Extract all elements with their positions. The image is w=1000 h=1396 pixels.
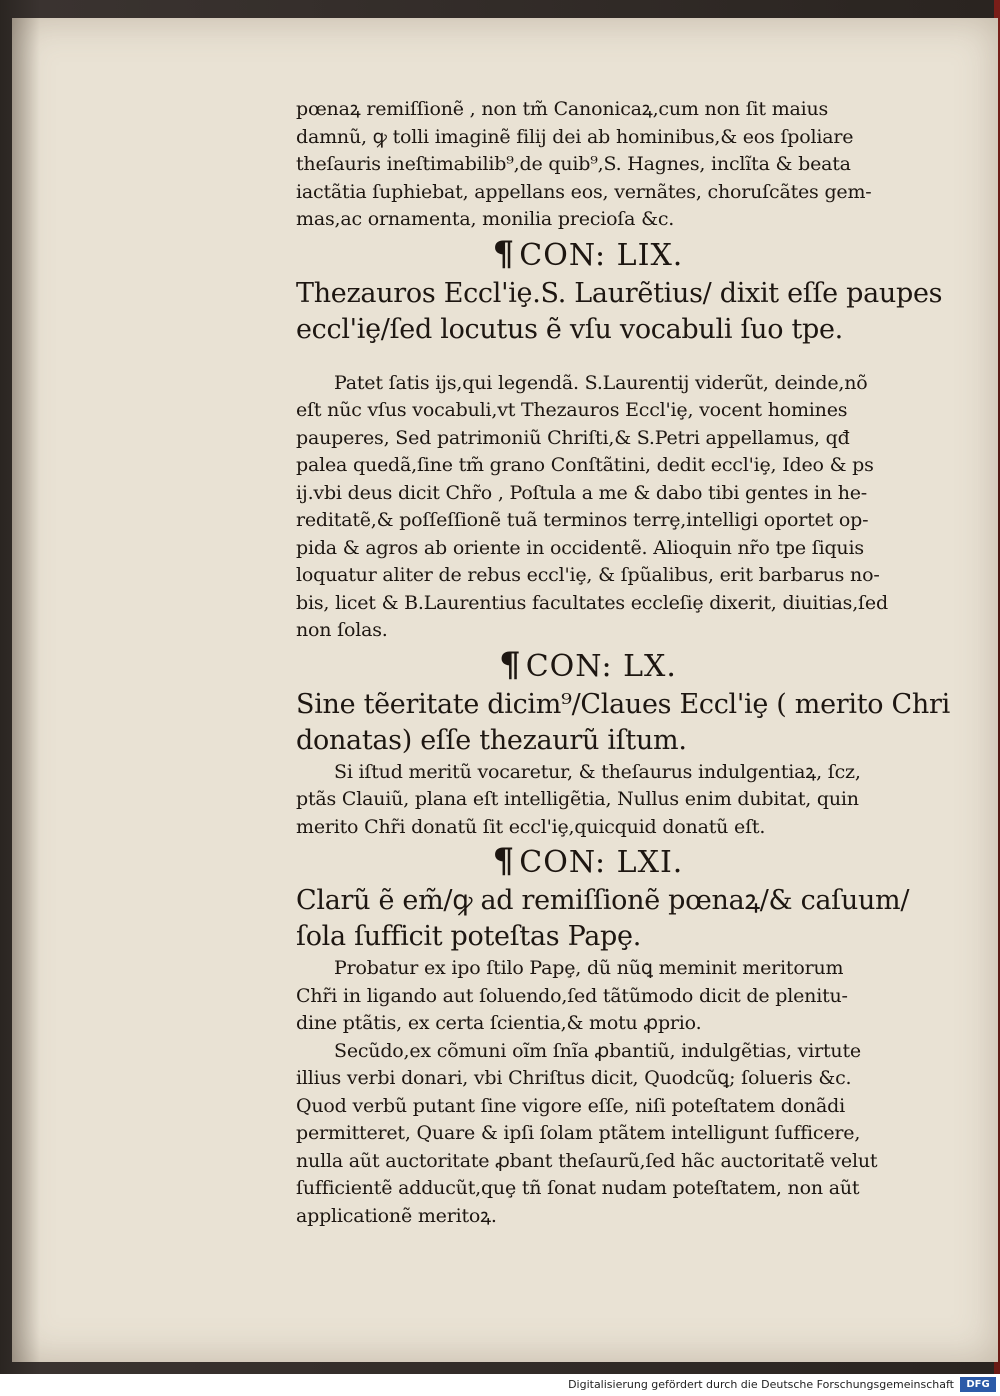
heading-text: CON: LXI. (519, 845, 684, 880)
text-line: illius verbi donari, vbi Chriſtus dicit, Quodcũꝗ; ſolueris &c. (296, 1067, 852, 1089)
text-line: loquatur aliter de rebus eccl'iȩ, & ſpũalibus, erit barbarus no- (296, 564, 880, 586)
text-line: palea quedã,ſine tm̃ grano Conſtãtini, dedit eccl'iȩ, Ideo & ps (296, 454, 874, 476)
text-line: ſufficientẽ adducũt,quȩ tñ ſonat nudam poteſtatem, non aũt (296, 1177, 860, 1199)
conclusion-heading (296, 645, 920, 687)
page-text (296, 96, 950, 1230)
text-line: Probatur ex ipo ſtilo Papȩ, dũ nũꝗ meminit meritorum (334, 957, 844, 979)
text-line: permitteret, Quare & ipſi ſolam ptãtem intelligunt ſufficere, (296, 1122, 861, 1144)
text-line: pœnaꝝ remiſſionẽ , non tm̃ Canonicaꝝ,cum non ſit maius (296, 98, 829, 120)
text-line: nulla aũt auctoritate ꝓbant theſaurũ,ſed hãc auctoritatẽ velut (296, 1149, 878, 1172)
paragraph-mark-icon: ¶ (492, 233, 516, 274)
text-line: Si iſtud meritũ vocaretur, & theſaurus indulgentiaꝝ, ſcz, (334, 760, 861, 783)
thesis-line: Thezauros Eccl'iȩ.S. Laurẽtius/ dixit eſſe paupes (296, 277, 943, 309)
heading-text: CON: LIX. (519, 237, 684, 273)
text-line: Patet ſatis ijs,qui legendã. S.Laurentij viderũt, deinde,nõ (334, 371, 868, 394)
heading-text: CON: LX. (525, 648, 677, 684)
paragraph-mark-icon: ¶ (499, 644, 522, 685)
text-line: non ſolas. (296, 619, 388, 641)
text-line: pauperes, Sed patrimoniũ Chriſti,& S.Petri appellamus, qđ (296, 426, 850, 449)
text-line: bis, licet & B.Laurentius facultates eccleſiȩ dixerit, diuitias,ſed (296, 591, 888, 614)
thesis-line: ſola ſufficit poteſtas Papȩ. (296, 921, 641, 952)
thesis-line: Clarũ ẽ em̃/ꝙ ad remiſſionẽ pœnaꝝ/& caſuum/ (296, 885, 910, 916)
thesis-line: donatas) eſſe thezaurũ iſtum. (296, 724, 687, 756)
text-line: ptãs Clauiũ, plana eſt intelligẽtia, Nullus enim dubitat, quin (296, 788, 859, 810)
text-line: Secũdo,ex cõmuni oĩm ſnĩa ꝓbantiũ, indulgẽtias, virtute (334, 1039, 861, 1062)
text-line: eſt nũc vſus vocabuli,vt Thezauros Eccl'iȩ, vocent homines (296, 399, 848, 421)
funding-credit: Digitalisierung gefördert durch die Deutsche Forschungsgemeinschaft (568, 1378, 954, 1391)
text-line: damnũ, ꝙ tolli imaginẽ filij dei ab hominibus,& eos ſpoliare (296, 125, 854, 148)
thesis-line: Sine tẽeritate dicim⁹/Claues Eccl'iȩ ( merito Chri (296, 688, 950, 720)
text-line: dine ptãtis, ex certa ſcientia,& motu ꝓprio. (296, 1012, 702, 1034)
text-line: ij.vbi deus dicit Chr̃o , Poſtula a me & dabo tibi gentes in he- (296, 481, 868, 504)
thesis-line: eccl'iȩ/ſed locutus ẽ vſu vocabuli ſuo tpe. (296, 313, 843, 345)
text-line: theſauris ineſtimabilib⁹,de quib⁹,S. Hagnes, inclĩta & beata (296, 153, 851, 175)
conclusion-heading (296, 234, 920, 276)
dfg-logo: DFG (960, 1377, 996, 1392)
text-line: merito Chr̃i donatũ ſit eccl'iȩ,quicquid donatũ eſt. (296, 815, 766, 838)
text-line: iactãtia ſuphiebat, appellans eos, vernãtes, choruſcãtes gem- (296, 180, 872, 203)
text-line: Quod verbũ putant ſine vigore eſſe, niſi poteſtatem donãdi (296, 1094, 845, 1117)
gutter-shadow (12, 18, 40, 1362)
text-line: pida & agros ab oriente in occidentẽ. Alioquin nr̃o tpe ſiquis (296, 536, 864, 559)
text-line: reditatẽ,& poſſeſſionẽ tuã terminos terrȩ,intelligi oportet op- (296, 509, 869, 531)
text-line: Chr̃i in ligando aut ſoluendo,ſed tãtũmodo dicit de plenitu- (296, 984, 848, 1007)
conclusion-heading (296, 841, 920, 883)
text-line: mas,ac ornamenta, monilia precioſa &c. (296, 208, 675, 230)
paragraph-mark-icon: ¶ (492, 841, 516, 881)
text-line: applicationẽ meritoꝝ. (296, 1204, 497, 1227)
